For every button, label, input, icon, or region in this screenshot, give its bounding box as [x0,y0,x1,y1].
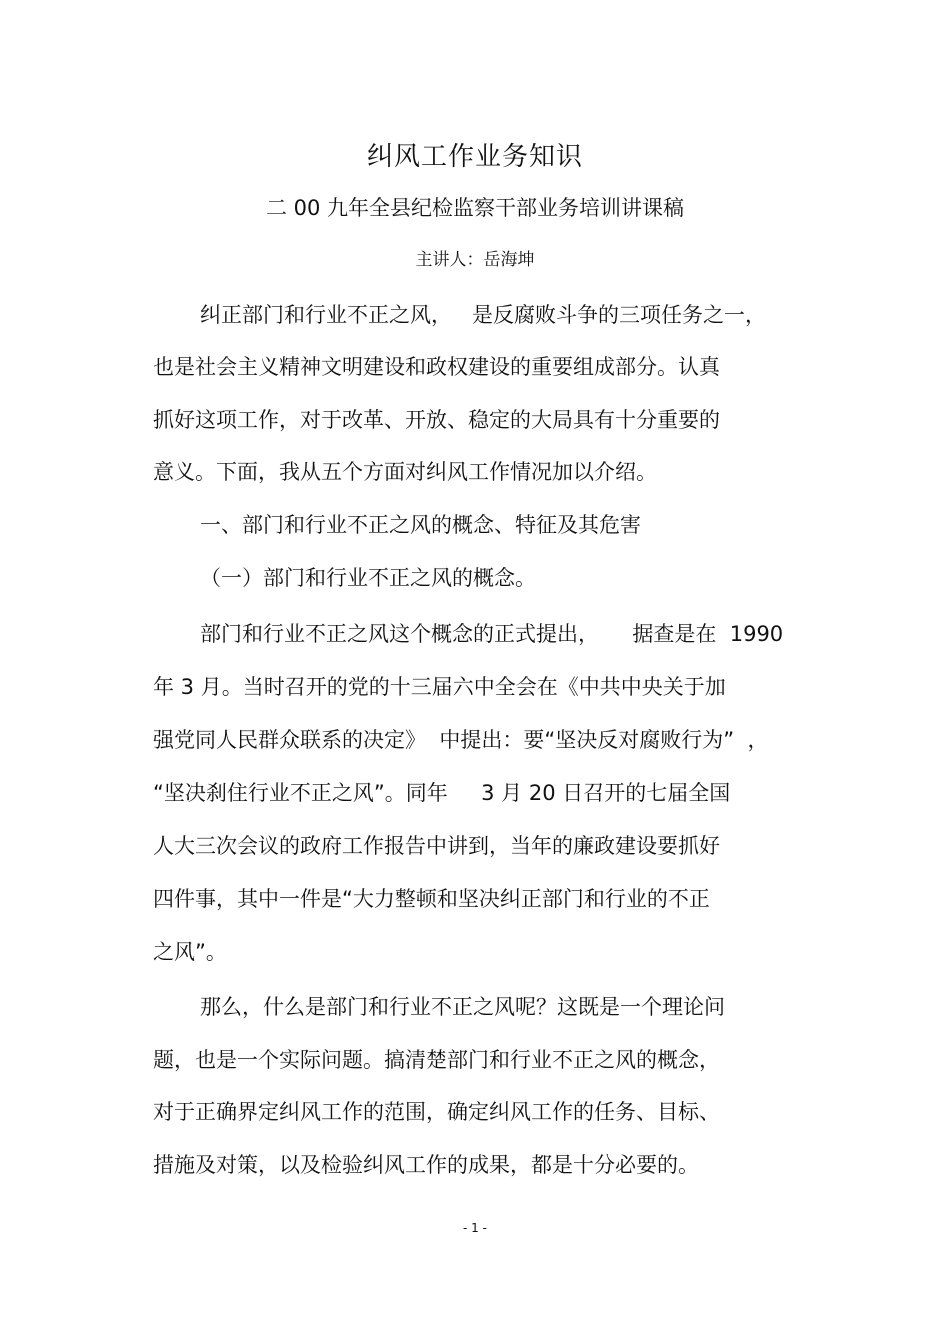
paragraph-2-line-1: 部门和行业不正之风这个概念的正式提出， 据查是在 1990 [200,622,784,646]
section-heading-1: 一、部门和行业不正之风的概念、特征及其危害 [200,513,641,537]
paragraph-2-line-5: 人大三次会议的政府工作报告中讲到，当年的廉政建设要抓好 [153,834,720,858]
paragraph-2-line-3: 强党同人民群众联系的决定》 中提出：要“坚决反对腐败行为” ， [153,728,769,752]
paragraph-2-line-7: 之风”。 [153,940,227,964]
subsection-heading-1-1: （一）部门和行业不正之风的概念。 [200,566,536,590]
page-number: - 1 - [463,1221,487,1235]
paragraph-3-line-1: 那么，什么是部门和行业不正之风呢？这既是一个理论问 [200,995,725,1019]
paragraph-3-line-4: 措施及对策，以及检验纠风工作的成果，都是十分必要的。 [153,1153,699,1177]
lecturer-line: 主讲人：岳海坤 [415,250,535,270]
paragraph-2-line-4: “坚决刹住行业不正之风”。同年 3 月 20 日召开的七届全国 [153,781,731,805]
paragraph-1-line-3: 抓好这项工作，对于改革、开放、稳定的大局具有十分重要的 [153,408,720,432]
document-subtitle: 二 00 九年全县纪检监察干部业务培训讲课稿 [265,196,685,220]
paragraph-1-line-4: 意义。下面，我从五个方面对纠风工作情况加以介绍。 [153,460,657,484]
paragraph-2-line-6: 四件事，其中一件是“大力整顿和坚决纠正部门和行业的不正 [153,887,710,911]
document-title: 纠风工作业务知识 [366,142,583,172]
paragraph-2-line-2: 年 3 月。当时召开的党的十三届六中全会在《中共中央关于加 [153,675,726,699]
paragraph-3-line-2: 题，也是一个实际问题。搞清楚部门和行业不正之风的概念， [153,1048,720,1072]
paragraph-1-line-1: 纠正部门和行业不正之风， 是反腐败斗争的三项任务之一， [200,303,767,327]
paragraph-1-line-2: 也是社会主义精神文明建设和政权建设的重要组成部分。认真 [153,355,720,379]
paragraph-3-line-3: 对于正确界定纠风工作的范围，确定纠风工作的任务、目标、 [153,1100,720,1124]
